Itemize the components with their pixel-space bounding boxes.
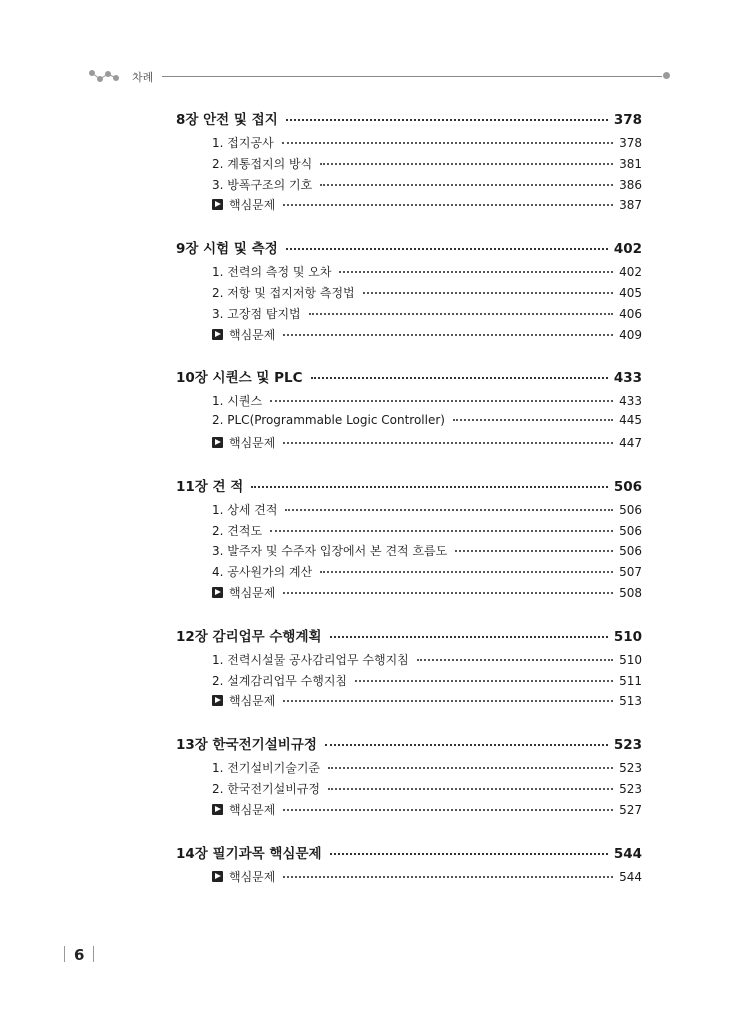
entry-page-number: 386: [619, 177, 642, 192]
chapter-page-number: 510: [613, 628, 642, 645]
entry-title: 1. 전력시설물 공사감리업무 수행지침: [212, 652, 409, 667]
entry-label-wrap: [212, 434, 275, 451]
chapter-title: 10장 시퀀스 및 PLC: [176, 370, 303, 387]
dot-leader: [330, 853, 608, 855]
entry-title: 2. 한국전기설비규정: [212, 781, 321, 796]
toc-entry[interactable]: [176, 759, 642, 780]
entry-page-number: 506: [619, 544, 642, 559]
toc-chapter: [176, 366, 642, 454]
chapter-title: 14장 필기과목 핵심문제: [176, 845, 322, 862]
entry-title: 2. PLC(Programmable Logic Controller): [212, 413, 445, 428]
toc-entry[interactable]: [176, 501, 642, 522]
dot-leader: [283, 204, 613, 206]
toc-entry[interactable]: [176, 563, 642, 584]
dot-leader: [320, 163, 613, 165]
toc-entry[interactable]: [176, 305, 642, 326]
entry-page-number: 387: [619, 198, 642, 213]
entry-page-number: 506: [619, 523, 642, 538]
entry-page-number: 405: [619, 285, 642, 300]
dot-leader: [320, 184, 613, 186]
entry-page-number: 402: [619, 265, 642, 280]
chapter-title: 13장 한국전기설비규정: [176, 737, 317, 754]
table-of-contents: [176, 108, 642, 908]
entry-title: 2. 저항 및 접지저항 측정법: [212, 285, 355, 300]
chapter-page-number: 433: [613, 370, 642, 387]
entry-title: 핵심문제: [229, 435, 276, 450]
chapter-title: 8장 안전 및 접지: [176, 112, 278, 128]
toc-entry[interactable]: [176, 868, 642, 889]
key-problem-arrow-icon: [212, 329, 223, 340]
entry-page-number: 409: [619, 327, 642, 342]
entry-label-wrap: [212, 413, 445, 427]
toc-chapter: [176, 625, 642, 713]
toc-chapter: [176, 733, 642, 821]
entry-label-wrap: [212, 801, 275, 818]
dot-leader: [283, 700, 613, 702]
page-header: [88, 68, 670, 84]
dot-leader: [311, 377, 608, 379]
dot-leader: [285, 509, 613, 511]
dot-leader: [328, 788, 613, 790]
dot-leader: [453, 419, 613, 421]
entry-label-wrap: [212, 759, 320, 776]
toc-entry[interactable]: [176, 801, 642, 822]
entry-title: 핵심문제: [229, 585, 276, 600]
entry-page-number: 510: [619, 652, 642, 667]
toc-entry[interactable]: [176, 134, 642, 155]
entry-page-number: 508: [619, 585, 642, 600]
dot-leader: [283, 592, 613, 594]
toc-entry[interactable]: [176, 196, 642, 217]
toc-chapter: [176, 842, 642, 889]
entry-title: 3. 고장점 탐지법: [212, 306, 301, 321]
entry-page-number: 381: [619, 156, 642, 171]
key-problem-arrow-icon: [212, 871, 223, 882]
entry-page-number: 506: [619, 502, 642, 517]
dot-leader: [328, 767, 613, 769]
entry-title: 1. 전기설비기술기준: [212, 761, 321, 776]
footer-divider-left: [64, 946, 65, 962]
toc-chapter: [176, 237, 642, 346]
dot-leader: [325, 744, 608, 746]
entry-label-wrap: [212, 263, 331, 280]
toc-entry[interactable]: [176, 542, 642, 563]
page-number: 6: [74, 946, 85, 964]
toc-entry[interactable]: [176, 651, 642, 672]
toc-entry[interactable]: [176, 672, 642, 693]
entry-title: 2. 설계감리업무 수행지침: [212, 673, 347, 688]
entry-page-number: 527: [619, 802, 642, 817]
entry-page-number: 445: [619, 413, 642, 428]
entry-label-wrap: [212, 780, 320, 797]
dot-leader: [339, 271, 613, 273]
toc-chapter: [176, 475, 642, 605]
entry-page-number: 513: [619, 694, 642, 709]
entry-title: 3. 방폭구조의 기호: [212, 177, 313, 192]
entry-label-wrap: [212, 868, 275, 885]
entry-title: 핵심문제: [229, 327, 276, 342]
dot-leader: [363, 292, 613, 294]
chapter-title: 12장 감리업무 수행계획: [176, 628, 322, 645]
dot-leader: [355, 680, 613, 682]
chapter-title: 11장 견 적: [176, 478, 244, 495]
toc-entry[interactable]: [176, 584, 642, 605]
entry-label-wrap: [212, 672, 347, 689]
dot-leader: [455, 550, 613, 552]
entry-title: 핵심문제: [229, 802, 276, 817]
toc-entry[interactable]: [176, 176, 642, 197]
entry-label-wrap: [212, 392, 262, 409]
entry-page-number: 511: [619, 673, 642, 688]
toc-chapter-heading[interactable]: [176, 733, 642, 759]
entry-label-wrap: [212, 563, 312, 580]
entry-page-number: 406: [619, 306, 642, 321]
entry-label-wrap: [212, 326, 275, 343]
entry-label-wrap: [212, 134, 274, 151]
header-title: 차례: [132, 71, 154, 84]
entry-label-wrap: [212, 155, 312, 172]
dot-leader: [270, 400, 613, 402]
entry-page-number: 507: [619, 565, 642, 580]
dot-leader: [309, 313, 613, 315]
chapter-page-number: 402: [613, 241, 642, 258]
decorative-dots-icon: [88, 68, 124, 84]
entry-label-wrap: [212, 501, 277, 518]
entry-label-wrap: [212, 522, 262, 539]
entry-page-number: 544: [619, 869, 642, 884]
header-rule-end-dot: [663, 72, 670, 79]
entry-title: 3. 발주자 및 수주자 입장에서 본 견적 흐름도: [212, 544, 448, 559]
key-problem-arrow-icon: [212, 804, 223, 815]
toc-chapter-heading[interactable]: [176, 366, 642, 392]
dot-leader: [283, 334, 613, 336]
toc-entry[interactable]: [176, 413, 642, 434]
entry-label-wrap: [212, 584, 275, 601]
entry-label-wrap: [212, 651, 409, 668]
entry-title: 1. 시퀀스: [212, 394, 263, 409]
entry-page-number: 523: [619, 761, 642, 776]
dot-leader: [330, 636, 608, 638]
key-problem-arrow-icon: [212, 587, 223, 598]
toc-entry[interactable]: [176, 284, 642, 305]
toc-chapter-heading[interactable]: [176, 475, 642, 501]
toc-entry[interactable]: [176, 326, 642, 347]
toc-entry[interactable]: [176, 692, 642, 713]
entry-title: 2. 계통접지의 방식: [212, 156, 313, 171]
entry-label-wrap: [212, 196, 275, 213]
entry-title: 2. 견적도: [212, 523, 263, 538]
key-problem-arrow-icon: [212, 695, 223, 706]
toc-entry[interactable]: [176, 263, 642, 284]
key-problem-arrow-icon: [212, 437, 223, 448]
dot-leader: [270, 530, 613, 532]
toc-chapter-heading[interactable]: [176, 842, 642, 868]
entry-label-wrap: [212, 692, 275, 709]
chapter-title: 9장 시험 및 측정: [176, 241, 278, 258]
entry-label-wrap: [212, 305, 301, 322]
entry-page-number: 447: [619, 435, 642, 450]
entry-page-number: 523: [619, 781, 642, 796]
entry-title: 1. 접지공사: [212, 136, 274, 150]
toc-entry[interactable]: [176, 522, 642, 543]
entry-title: 1. 전력의 측정 및 오차: [212, 265, 332, 280]
key-problem-arrow-icon: [212, 199, 223, 210]
header-rule: [162, 76, 662, 77]
dot-leader: [283, 876, 613, 878]
toc-chapter-heading[interactable]: [176, 237, 642, 263]
entry-page-number: 433: [619, 394, 642, 409]
entry-title: 핵심문제: [229, 694, 276, 709]
dot-leader: [251, 486, 608, 488]
entry-label-wrap: [212, 284, 355, 301]
toc-entry[interactable]: [176, 155, 642, 176]
page-footer: [64, 946, 94, 966]
dot-leader: [320, 571, 613, 573]
toc-chapter: [176, 108, 642, 217]
entry-page-number: 378: [619, 136, 642, 150]
toc-entry[interactable]: [176, 392, 642, 413]
toc-chapter-heading[interactable]: [176, 625, 642, 651]
entry-title: 1. 상세 견적: [212, 502, 278, 517]
entry-label-wrap: [212, 542, 447, 559]
toc-chapter-heading[interactable]: [176, 108, 642, 134]
entry-title: 핵심문제: [229, 869, 276, 884]
entry-label-wrap: [212, 176, 312, 193]
chapter-page-number: 378: [613, 112, 642, 128]
dot-leader: [283, 809, 613, 811]
dot-leader: [283, 442, 613, 444]
chapter-page-number: 506: [613, 478, 642, 495]
footer-divider-right: [93, 946, 94, 962]
toc-entry[interactable]: [176, 434, 642, 455]
entry-title: 핵심문제: [229, 198, 276, 213]
chapter-page-number: 523: [613, 737, 642, 754]
chapter-page-number: 544: [613, 845, 642, 862]
dot-leader: [286, 248, 608, 250]
entry-title: 4. 공사원가의 계산: [212, 565, 313, 580]
toc-entry[interactable]: [176, 780, 642, 801]
dot-leader: [282, 142, 613, 144]
dot-leader: [417, 659, 613, 661]
dot-leader: [286, 119, 608, 121]
